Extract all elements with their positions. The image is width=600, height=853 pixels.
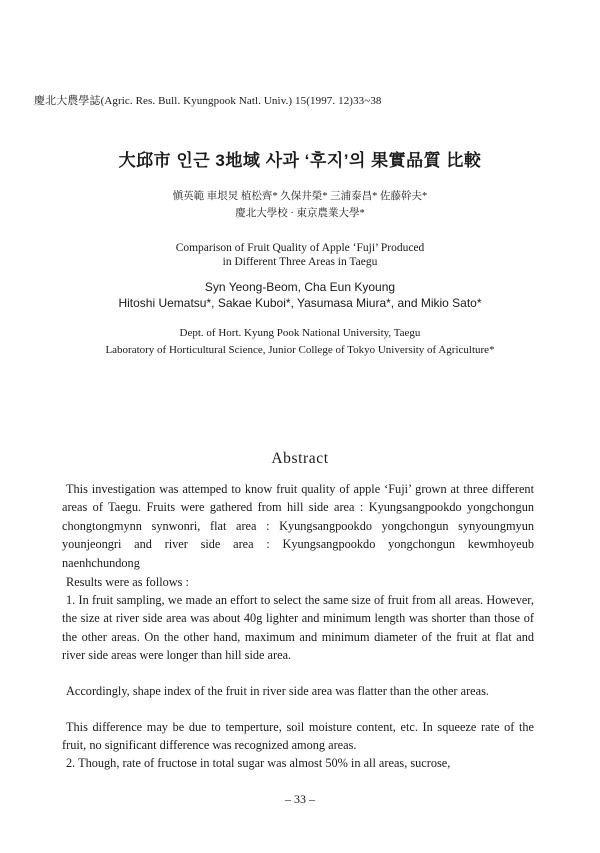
english-affiliation-1: Dept. of Hort. Kyung Pook National University, Taegu <box>179 327 421 339</box>
english-title-line-2: in Different Three Areas in Taegu <box>222 256 378 268</box>
korean-authors: 愼英範 車垠炅 植松齊* 久保井榮* 三浦泰昌* 佐藤幹夫* <box>172 191 428 202</box>
journal-citation: 慶北大農學誌(Agric. Res. Bull. Kyungpook Natl. Univ.) 15(1997. 12)33~38 <box>34 95 382 107</box>
english-authors-line-2: Hitoshi Uematsu*, Sakae Kuboi*, Yasumasa Miura*, and Mikio Sato* <box>118 296 482 310</box>
results-intro: Results were as follows : <box>66 575 189 589</box>
result-item-2: 2. Though, rate of fructose in total sugar was almost 50% in all areas, sucrose, <box>66 756 451 770</box>
english-authors-line-1: Syn Yeong-Beom, Cha Eun Kyoung <box>204 280 396 294</box>
korean-affiliation: 慶北大學校 · 東京農業大學* <box>235 208 365 219</box>
result-item-1: 1. In fruit sampling, we made an effort to select the same size of fruit from all areas. However, the size at river side area was about 40g lighter and minimum length was shorter than those of the other areas. On the other hand, maximum and minimum diameter of the fruit at flat and river side areas were longer than hill side area. <box>62 593 534 663</box>
korean-title: 大邱市 인근 3地域 사과 ‘후지’의 果實品質 比較 <box>118 151 482 170</box>
abstract-heading: Abstract <box>271 450 329 467</box>
english-affiliation-2: Laboratory of Horticultural Science, Junior College of Tokyo University of Agriculture* <box>105 344 495 356</box>
abstract-paragraph-3: Accordingly, shape index of the fruit in river side area was flatter than the other areas. <box>66 684 489 698</box>
abstract-paragraph-4: This difference may be due to temperture, soil moisture content, etc. In squeeze rate of the fruit, no significant difference was recognized among areas. <box>62 720 534 753</box>
english-title <box>0 241 600 269</box>
page-number: – 33 – <box>285 792 315 806</box>
abstract-paragraph-1: This investigation was attemped to know fruit quality of apple ‘Fuji’ grown at three different areas of Taegu. Fruits were gathered from hill side area : Kyungsangpookdo yongchongun chongtongmynn synwonri, flat area : Kyungsangpookdo yongchongun synyoungmyun younjeongri and river side area : Kyungsangpookdo yongchongun kewmhoyeub naenhchundong <box>62 482 534 570</box>
english-title-line-1: Comparison of Fruit Quality of Apple ‘Fuji’ Produced <box>175 242 425 254</box>
